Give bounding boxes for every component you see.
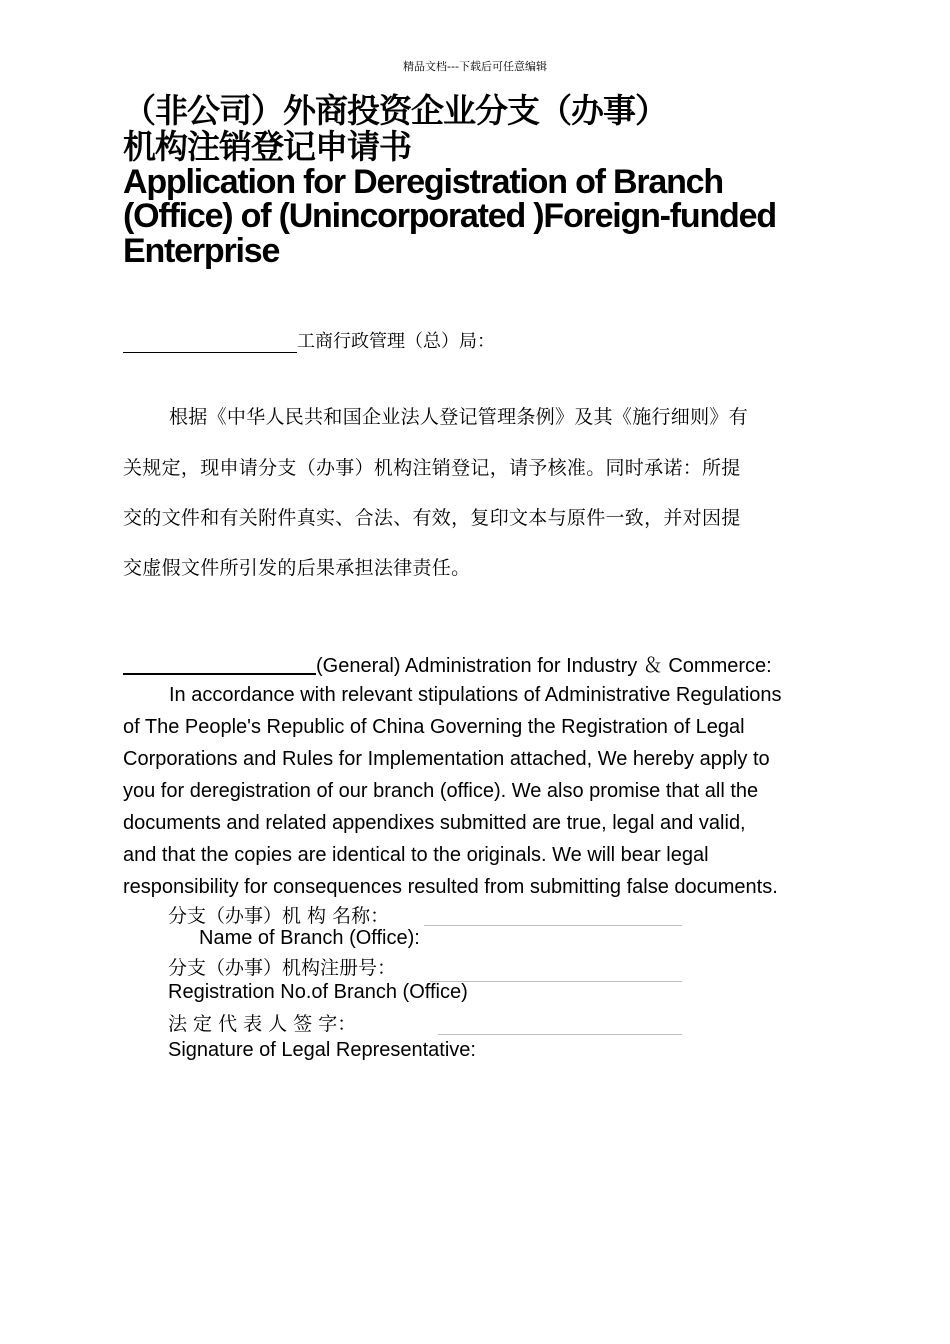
addressee-en-text: (General) Administration for Industry ＆ Commerce: (316, 655, 772, 677)
body-zh-line-2: 关规定，现申请分支（办事）机构注销登记，请予核准。同时承诺：所提 (123, 457, 741, 479)
body-zh-line-1: 根据《中华人民共和国企业法人登记管理条例》及其《施行细则》有 (169, 406, 749, 428)
title-en-line-2: (Office) of (Unincorporated )Foreign-funded (123, 197, 776, 235)
body-en-line-1: In accordance with relevant stipulations of Administrative Regulations (169, 684, 782, 706)
reg-no-field[interactable] (430, 981, 682, 982)
signature-label-zh: 法 定 代 表 人 签 字： (168, 1013, 357, 1035)
body-en-line-5: documents and related appendixes submitted are true, legal and valid, (123, 812, 746, 834)
body-en-line-2: of The People's Republic of China Governing the Registration of Legal (123, 716, 745, 738)
title-en-line-1: Application for Deregistration of Branch (123, 163, 723, 201)
title-zh-line-2: 机构注销登记申请书 (123, 127, 411, 166)
reg-no-label-zh: 分支（办事）机构注册号： (168, 957, 397, 979)
header-note: 精品文档---下载后可任意编辑 (403, 60, 547, 73)
body-zh-line-4: 交虚假文件所引发的后果承担法律责任。 (123, 557, 471, 579)
branch-name-label-zh: 分支（办事）机 构 名称： (168, 905, 390, 927)
signature-label-en: Signature of Legal Representative: (168, 1039, 476, 1061)
title-en-line-3: Enterprise (123, 232, 280, 270)
addressee-zh (123, 327, 495, 353)
branch-name-field[interactable] (424, 925, 682, 926)
addressee-zh-text: 工商行政管理（总）局： (297, 331, 495, 352)
body-en-line-6: and that the copies are identical to the originals. We will bear legal (123, 844, 709, 866)
branch-name-label-en: Name of Branch (Office): (199, 927, 420, 949)
body-en-line-3: Corporations and Rules for Implementation attached, We hereby apply to (123, 748, 770, 770)
reg-no-label-en: Registration No.of Branch (Office) (168, 981, 468, 1003)
title-zh-line-1: （非公司）外商投资企业分支（办事） (123, 91, 667, 130)
body-zh-line-3: 交的文件和有关附件真实、合法、有效，复印文本与原件一致，并对因提 (123, 507, 741, 529)
addressee-blank-zh[interactable] (123, 332, 297, 353)
addressee-en (123, 649, 772, 682)
signature-field[interactable] (438, 1034, 682, 1035)
addressee-blank-en[interactable] (123, 649, 316, 675)
body-en-line-7: responsibility for consequences resulted from submitting false documents. (123, 876, 778, 898)
body-en-line-4: you for deregistration of our branch (office). We also promise that all the (123, 780, 759, 802)
